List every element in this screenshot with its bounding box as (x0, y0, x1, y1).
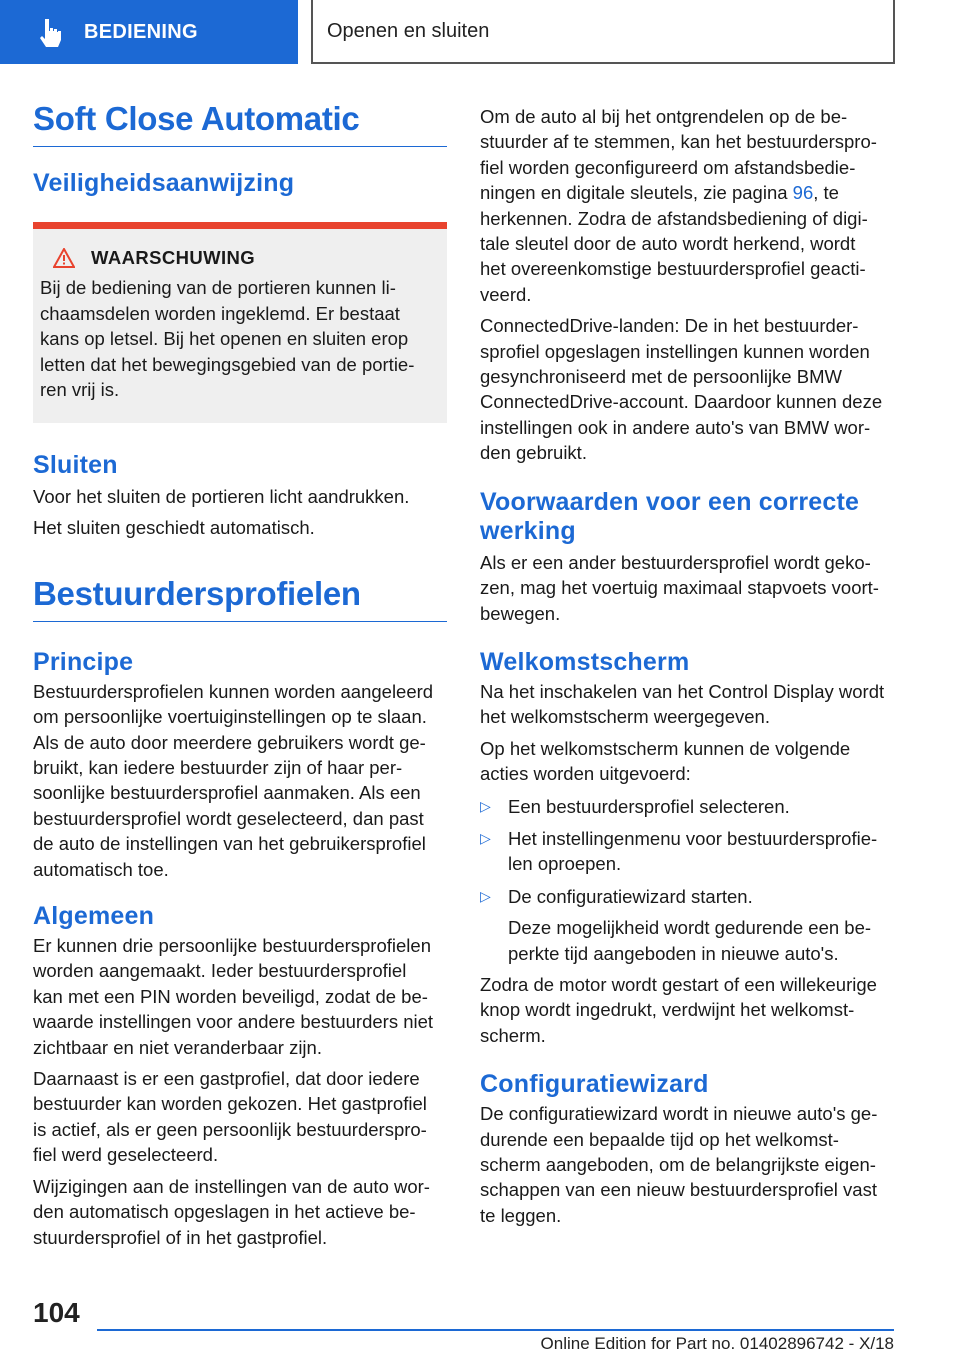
general-paragraph-3: Wijzigingen aan de instellingen van de auto wor‐ den automatisch opgeslagen in het actieve be‐ stuurdersprofiel of in het gastprofiel. (33, 1175, 430, 1248)
profiles-title: Bestuurdersprofielen (33, 575, 447, 622)
bullet-triangle-icon: ▷ (480, 829, 491, 846)
general-paragraph-2: Daarnaast is er een gastprofiel, dat door iedere bestuurder kan worden gekozen. Het gastprofiel is actief, als er geen persoonlijk bestuurderspro‐ fiel werd geselecteerd. (33, 1068, 427, 1166)
bullet-triangle-icon: ▷ (480, 797, 491, 814)
welcome-paragraph-3: Zodra de motor wordt gestart of een willekeurige knop wordt ingedrukt, verdwijnt het welkomst‐ scherm. (480, 973, 877, 1046)
section-label: BEDIENING (84, 20, 198, 43)
welcome-paragraph-1: Na het inschakelen van het Control Display wordt het welkomstscherm weergegeven. (480, 680, 885, 728)
safety-heading: Veiligheidsaanwijzing (33, 169, 295, 197)
warning-box (33, 222, 447, 423)
closing-paragraph-2: Het sluiten geschiedt automatisch. (33, 517, 315, 539)
warning-text: Bij de bediening van de portieren kunnen li‐ chaamsdelen worden ingeklemd. Er bestaat kans op letsel. Bij het openen en sluiten erop letten dat het bewegingsgebied van de portie‐ ren vrij is. (40, 277, 415, 401)
conditions-paragraph: Als er een ander bestuurdersprofiel wordt geko‐ zen, mag het voertuig maximaal stapvoets voort‐ bewegen. (480, 551, 879, 624)
left-column (33, 100, 447, 1250)
wizard-paragraph: De configuratiewizard wordt in nieuwe auto's ge‐ durende een bepaalde tijd op het welkomst‐ scherm aangeboden, om de belangrijkste eigen‐ schappen van een nieuw bestuurdersprofiel vast te leggen. (480, 1103, 878, 1226)
chapter-label: Openen en sluiten (327, 19, 490, 42)
page-link[interactable]: 96 (792, 182, 814, 204)
connected-paragraph: ConnectedDrive-landen: De in het bestuurder‐ sprofiel opgeslagen instellingen kunnen worden gesynchroniseerd met de persoonlijke BMW ConnectedDrive-account. Daardoor kunnen deze instellingen ook in andere auto's van BMW wor‐ den gebruikt. (480, 315, 883, 464)
page-number: 104 (33, 1297, 80, 1328)
principle-paragraph: Bestuurdersprofielen kunnen worden aangeleerd om persoonlijke voertuiginstellingen op te slaan. Als de auto door meerdere gebruikers wordt ge‐ bruikt, kan iedere bestuurder zijn of haar per‐ soonlijke bestuurdersprofiel aanmaken. Als een bestuurdersprofiel wordt geselecteerd, dan past de auto de instellingen van het gebruikersprofiel automatisch toe. (33, 680, 434, 880)
bullet-triangle-icon: ▷ (480, 887, 491, 904)
right-column (480, 104, 898, 1228)
closing-paragraph-1: Voor het sluiten de portieren licht aandrukken. (33, 485, 410, 507)
welcome-heading: Welkomstscherm (480, 647, 690, 676)
hand-pointer-icon (38, 17, 64, 47)
principle-heading: Principe (33, 647, 134, 676)
list-item: ▷ De configuratiewizard starten. (480, 884, 898, 909)
welcome-paragraph-2: Op het welkomstscherm kunnen de volgende acties worden uitgevoerd: (480, 737, 851, 785)
chapter-header (311, 0, 895, 64)
conditions-heading: Voorwaarden voor een correcte werking (480, 487, 860, 545)
section-tab (0, 0, 298, 64)
edition-label: Online Edition for Part no. 01402896742 - X/18 (540, 1334, 894, 1353)
wizard-heading: Configuratiewizard (480, 1070, 709, 1099)
bullet-note: Deze mogelijkheid wordt gedurende een be‐ perkte tijd aangeboden in nieuwe auto's. (508, 917, 872, 964)
general-heading: Algemeen (33, 902, 155, 931)
list-item: ▷ Een bestuurdersprofiel selecteren. (480, 794, 898, 819)
intro-paragraph: Om de auto al bij het ontgrendelen op de be‐ stuurder af te stemmen, kan het bestuurderspro‐ fiel worden geconfigureerd om afstandsbedie‐ ningen en digitale sleutels, zie pagina 96, te herkennen. Zodra de afstandsbediening of digi‐ tale sleutel door de auto wordt herkend, wordt het overeenkomstige bestuurdersprofiel geacti‐ veerd. (480, 106, 877, 305)
general-paragraph-1: Er kunnen drie persoonlijke bestuurdersprofielen worden aangemaakt. Ieder bestuurdersprofiel kan met een PIN worden beveiligd, zodat de be‐ waarde instellingen voor andere bestuurders niet zichtbaar en niet veranderbaar zijn. (33, 935, 434, 1058)
warning-triangle-icon (53, 248, 75, 268)
warning-title: WAARSCHUWING (91, 247, 256, 268)
list-item: ▷ Het instellingenmenu voor bestuurdersprofie‐ len oproepen. (480, 826, 898, 877)
closing-heading: Sluiten (33, 450, 118, 479)
soft-close-title: Soft Close Automatic (33, 100, 447, 147)
footer-divider (97, 1329, 894, 1331)
